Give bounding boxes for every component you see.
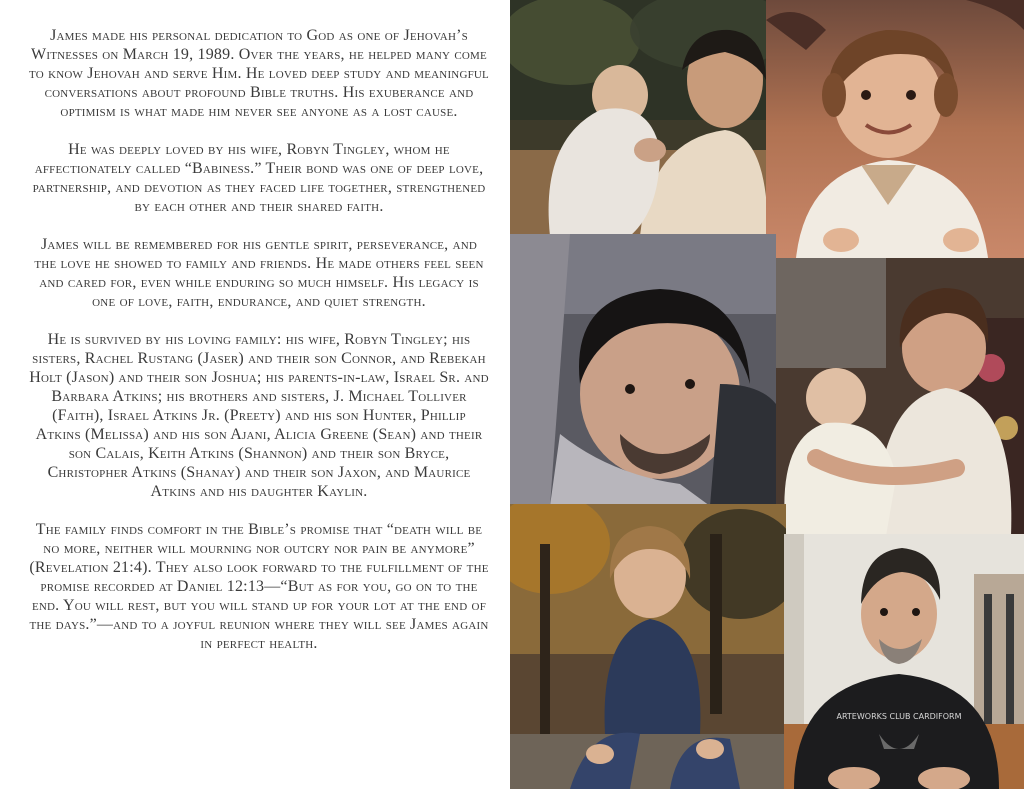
photo-boy-hugging-baby: [776, 258, 1024, 536]
memorial-text: [28, 26, 490, 672]
photo-toddler-outdoors: [510, 504, 786, 789]
paragraph-wife: He was deeply loved by his wife, Robyn Tingley, whom he affectionately called “Babiness.” Their bond was one of deep love, partnership, and devotion as they faced life together, strengthened by each other and their shared faith.: [32, 141, 486, 215]
paragraph-dedication: James made his personal dedication to God as one of Jehovah’s Witnesses on March 19, 1989. Over the years, he helped many come to know Jehovah and serve Him. He loved deep study and meaningful conversations about profound Bible truths. His exuberance and optimism is what made him never see anyone as a lost cause.: [29, 27, 489, 120]
photo-mother-holding-baby: [510, 0, 768, 236]
shirt-print: ARTEWORKS CLUB CARDIFORM: [836, 712, 962, 721]
photo-smiling-toddler: [766, 0, 1024, 258]
paragraph-survived-by: He is survived by his loving family: his wife, Robyn Tingley; his sisters, Rachel Rustang (Jaser) and their son Connor, and Rebekah Holt (Jason) and their son Joshua; his parents-in-law, Israel Sr. and Barbara Atkins; his brothers and sisters, J. Michael Tolliver (Faith), Israel Atkins Jr. (Preety) and his son Hunter, Phillip Atkins (Melissa) and his son Ajani, Alicia Greene (Sean) and their son Calais, Keith Atkins (Shannon) and their son Bryce, Christopher Atkins (Shanay) and their son Jaxon, and Maurice Atkins and his daughter Kaylin.: [29, 331, 489, 500]
paragraph-legacy: James will be remembered for his gentle spirit, perseverance, and the love he showed to family and friends. He made others feel seen and cared for, even while enduring so much himself. His legacy is one of love, faith, endurance, and quiet strength.: [34, 236, 484, 310]
photo-man-smiling: [784, 534, 1024, 789]
paragraph-hope: The family finds comfort in the Bible’s promise that “death will be no more, neither will mourning nor outcry nor pain be anymore” (Revelation 21:4). They also look forward to the fulfillment of the promise recorded at Daniel 12:13—“But as for you, go on to the end. You will rest, but you will stand up for your lot at the end of the days.”—and to a joyful reunion where they will see James again in perfect health.: [29, 521, 489, 652]
photo-man-on-pillow: [510, 234, 776, 506]
